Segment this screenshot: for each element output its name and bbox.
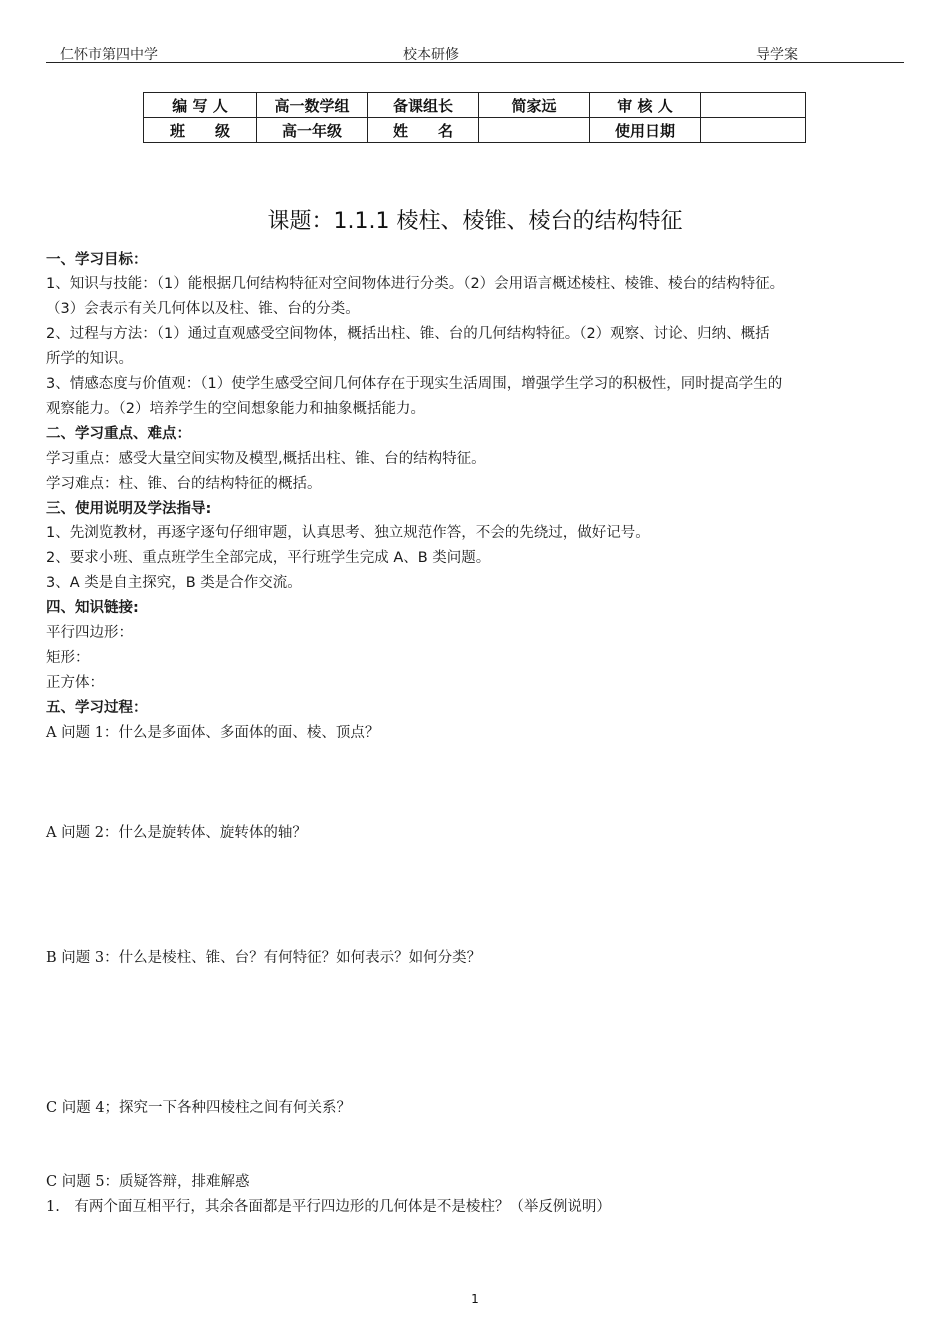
meta-cell <box>479 118 590 143</box>
meta-cell: 高一数学组 <box>257 93 368 118</box>
header-center: 校本研修 <box>403 47 459 63</box>
text-line: 平行四边形： <box>46 625 133 641</box>
question-5-item-1: 1. 有两个面互相平行，其余各面都是平行四边形的几何体是不是棱柱？（举反例说明） <box>46 1199 611 1215</box>
question-5: C 问题 5：质疑答辩，排难解惑 <box>46 1174 250 1190</box>
meta-cell: 高一年级 <box>257 118 368 143</box>
meta-cell: 备课组长 <box>368 93 479 118</box>
text-line: 2、要求小班、重点班学生全部完成，平行班学生完成 A、B 类问题。 <box>46 550 491 566</box>
text-line: 学习重点：感受大量空间实物及模型,概括出柱、锥、台的结构特征。 <box>46 451 486 467</box>
meta-cell <box>701 118 806 143</box>
header-right: 导学案 <box>756 47 798 63</box>
meta-cell: 姓 名 <box>368 118 479 143</box>
question-4: C 问题 4；探究一下各种四棱柱之间有何关系？ <box>46 1100 352 1116</box>
page-title: 课题：1.1.1 棱柱、棱锥、棱台的结构特征 <box>267 209 683 234</box>
section-heading: 四、知识链接: <box>46 600 139 616</box>
text-line: （3）会表示有关几何体以及柱、锥、台的分类。 <box>46 301 360 317</box>
header-divider <box>46 62 904 63</box>
text-line: 1、先浏览教材，再逐字逐句仔细审题，认真思考、独立规范作答，不会的先绕过，做好记号。 <box>46 525 650 541</box>
text-line: 观察能力。（2）培养学生的空间想象能力和抽象概括能力。 <box>46 401 425 417</box>
text-line: 矩形： <box>46 650 90 666</box>
section-heading: 三、使用说明及学法指导: <box>46 501 212 517</box>
section-heading: 二、学习重点、难点： <box>46 426 191 442</box>
meta-cell <box>701 93 806 118</box>
text-line: 学习难点：柱、锥、台的结构特征的概括。 <box>46 476 322 492</box>
meta-cell: 使用日期 <box>590 118 701 143</box>
meta-cell: 编 写 人 <box>144 93 257 118</box>
meta-cell: 简家远 <box>479 93 590 118</box>
meta-cell: 审 核 人 <box>590 93 701 118</box>
question-1: A 问题 1：什么是多面体、多面体的面、棱、顶点？ <box>46 725 380 741</box>
text-line: 正方体： <box>46 675 104 691</box>
text-line: 所学的知识。 <box>46 351 133 367</box>
text-line: 1、知识与技能：（1）能根据几何结构特征对空间物体进行分类。（2）会用语言概述棱柱、棱锥、棱台的结构特征。 <box>46 276 785 292</box>
meta-row-1 <box>144 93 806 118</box>
section-heading: 五、学习过程： <box>46 700 148 716</box>
header-school: 仁怀市第四中学 <box>60 47 158 63</box>
meta-table <box>143 92 806 143</box>
meta-cell: 班 级 <box>144 118 257 143</box>
text-line: 3、A 类是自主探究，B 类是合作交流。 <box>46 575 302 591</box>
question-2: A 问题 2：什么是旋转体、旋转体的轴？ <box>46 825 307 841</box>
text-line: 2、过程与方法：（1）通过直观感受空间物体，概括出柱、锥、台的几何结构特征。（2）观察、讨论、归纳、概括 <box>46 326 770 342</box>
meta-row-2 <box>144 118 806 143</box>
page-number: 1 <box>471 1292 479 1306</box>
question-3: B 问题 3：什么是棱柱、锥、台？有何特征？如何表示？如何分类？ <box>46 950 482 966</box>
section-heading: 一、学习目标： <box>46 252 148 268</box>
text-line: 3、情感态度与价值观：（1）使学生感受空间几何体存在于现实生活周围，增强学生学习的积极性，同时提高学生的 <box>46 376 783 392</box>
